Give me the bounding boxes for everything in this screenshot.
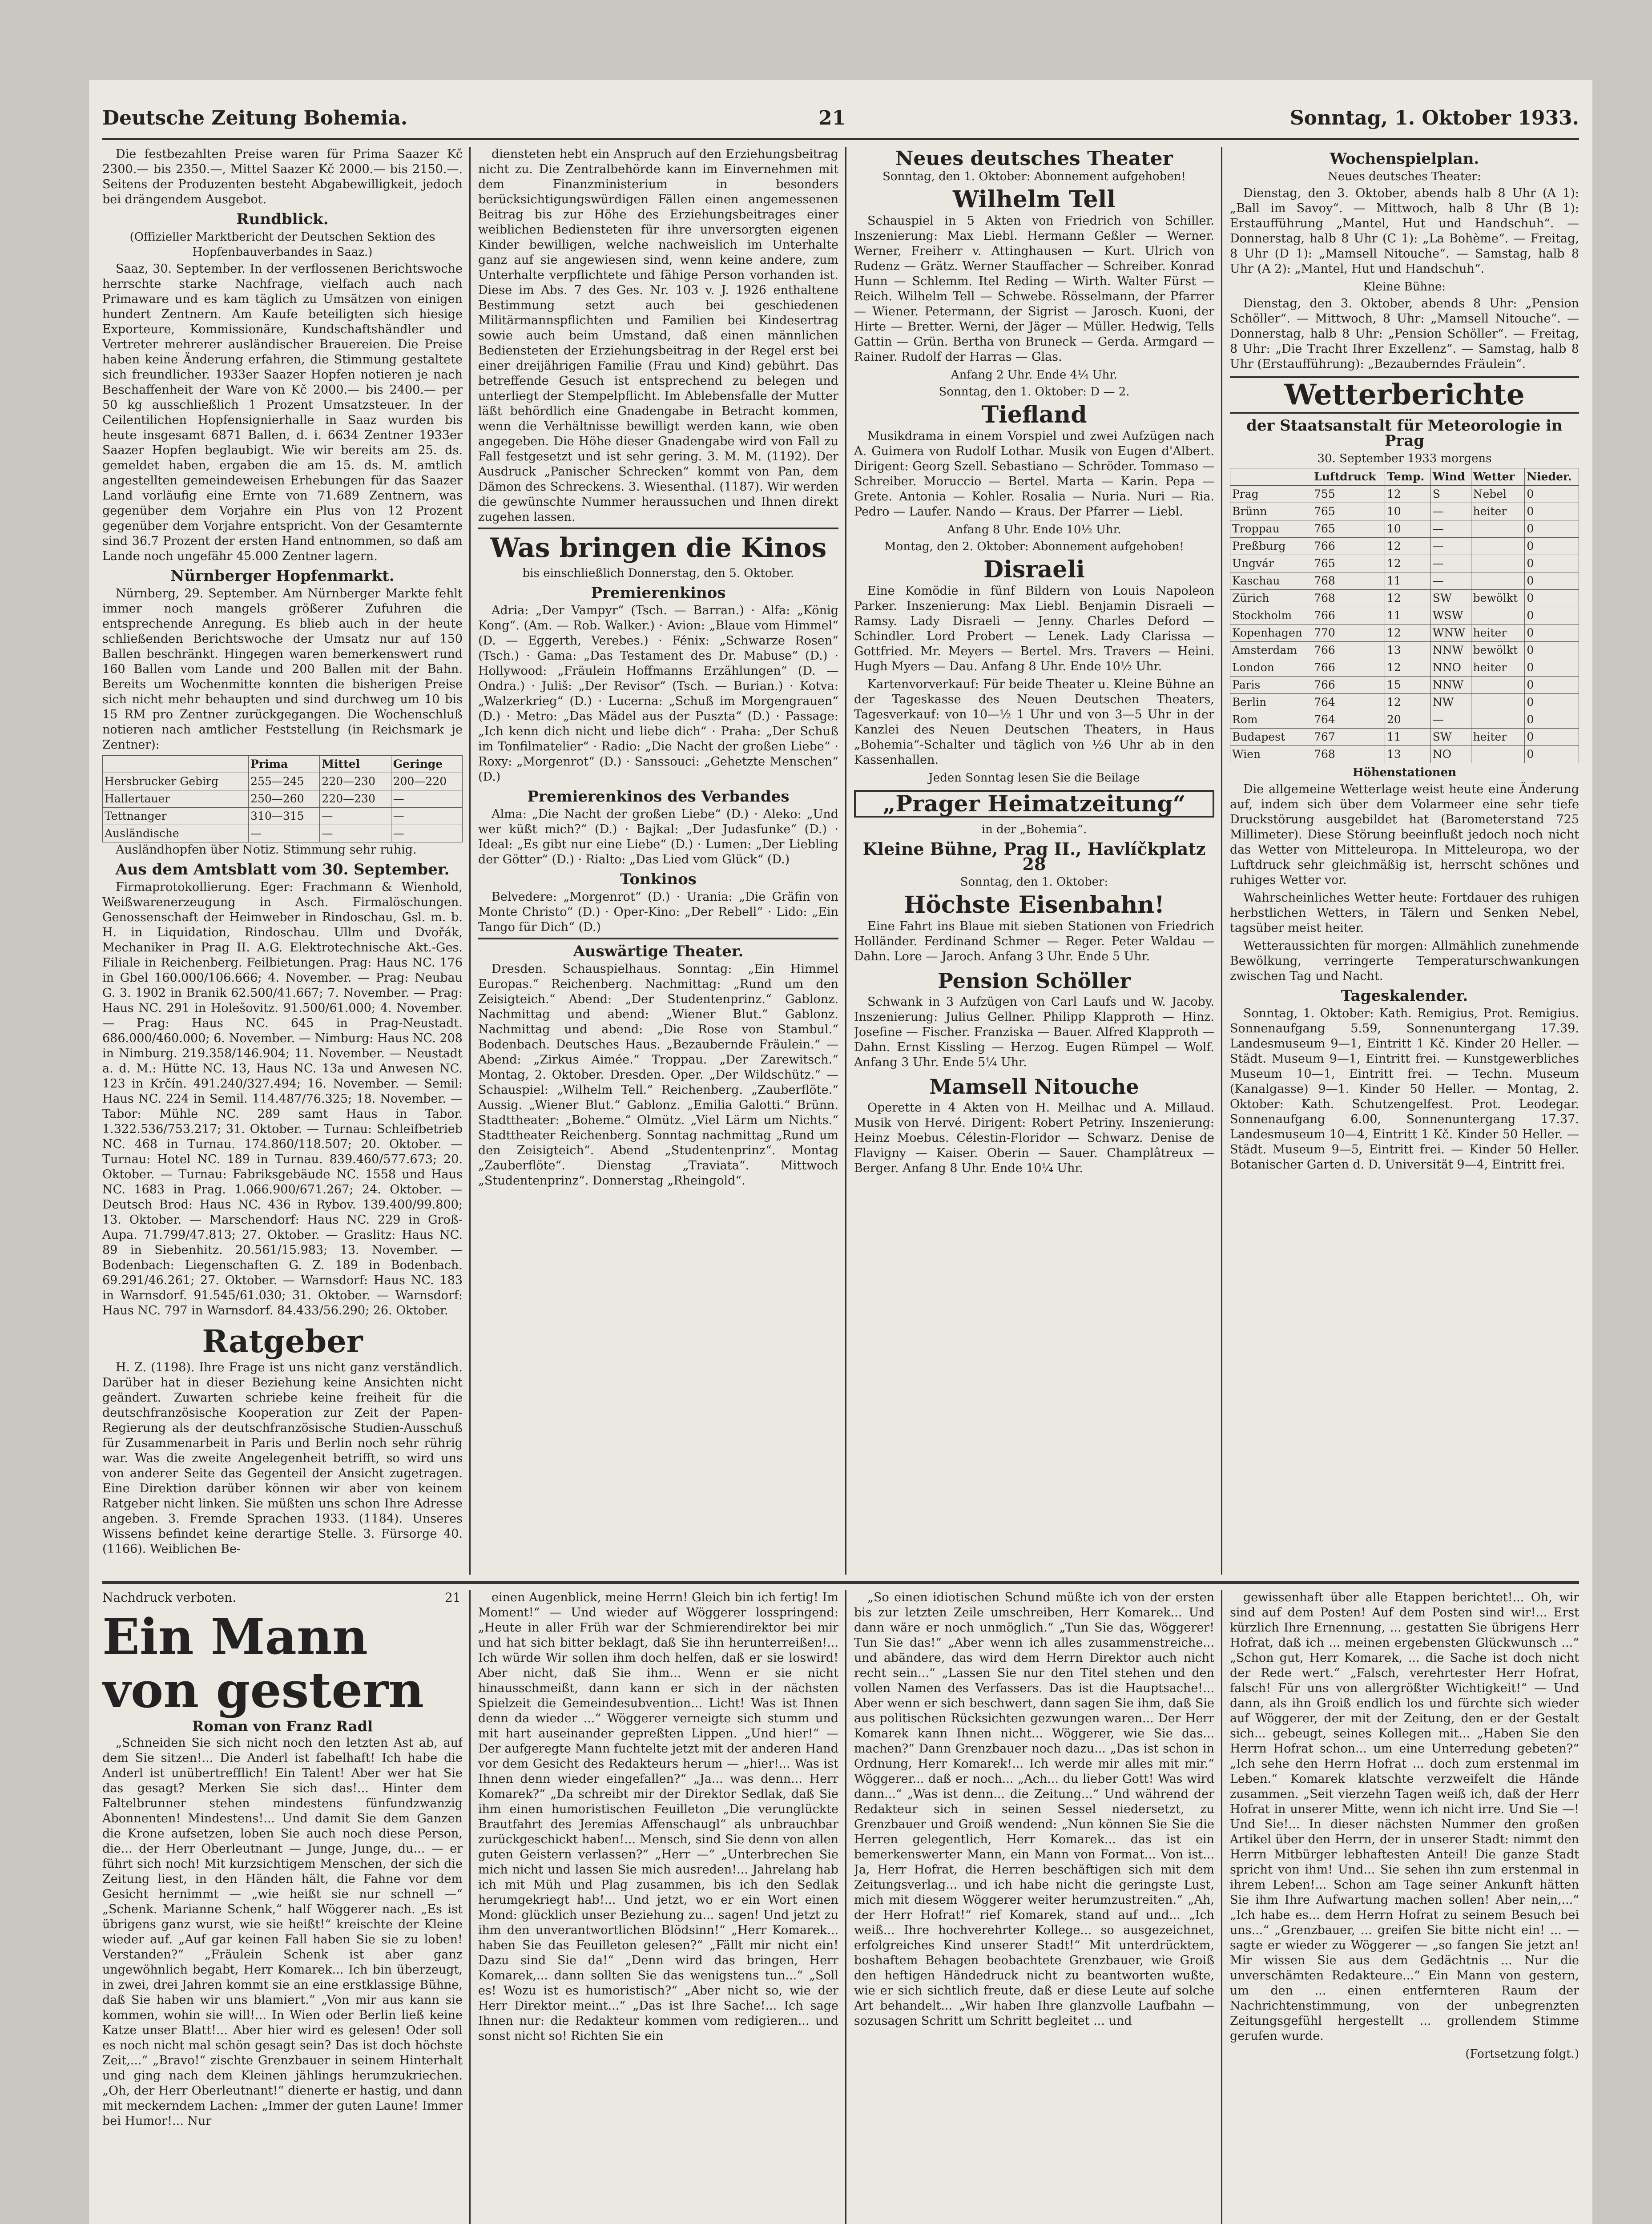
table-cell [1471,520,1525,538]
weather-title: Wetterberichte [1230,376,1579,414]
table-cell: — [320,808,391,825]
table-cell: 768 [1312,746,1385,763]
play-title: Höchste Eisenbahn! [904,891,1164,919]
table-cell: 12 [1385,486,1430,503]
play-title: Pension Schöller [938,969,1131,993]
table-cell: 0 [1525,503,1579,520]
play-title: Disraeli [983,556,1085,583]
table-cell: 310—315 [249,808,320,825]
table-cell: Kaschau [1230,572,1312,590]
table-cell [1471,694,1525,711]
table-cell: 0 [1525,555,1579,572]
section-rule [478,938,838,939]
table-cell: Zürich [1230,590,1312,607]
kino-subtitle: bis einschließlich Donnerstag, den 5. Oktober. [522,567,794,580]
section-subtitle: (Offizieller Marktbericht der Deutschen Sektion des Hopfenbauverbandes in Saaz.) [129,230,435,259]
table-cell: Berlin [1230,694,1312,711]
reprint-note: Nachdruck verboten. [102,1590,237,1605]
play-title: Wilhelm Tell [952,186,1116,213]
table-cell: — [1430,538,1471,555]
table-row [1230,572,1579,590]
table-cell: Paris [1230,677,1312,694]
kino-section: Tonkinos [620,870,697,888]
table-cell: heiter [1471,729,1525,746]
table-header [103,756,249,773]
play-title: Mamsell Nitouche [929,1075,1139,1099]
table-cell: 0 [1525,677,1579,694]
table-cell: 768 [1312,590,1385,607]
table-cell: heiter [1471,659,1525,677]
table-cell: 200—220 [391,773,462,790]
table-cell: 770 [1312,624,1385,642]
table-header: Wetter [1471,468,1525,486]
table-cell: 0 [1525,746,1579,763]
column-weather [1230,147,1579,1575]
kleine-buehne-body: Dienstag, den 3. Oktober, abends 8 Uhr: „Pension Schöller“. — Mittwoch, 8 Uhr: „Mamsell Nitouche“. — Donnerstag, halb 8 Uhr: „Pension Schöller“. — Freitag, 8 Uhr: „Die Tracht Ihrer Exzellenz“. — Samstag, halb 8 Uhr (Erstaufführung): „Bezauberndes Fräulein“. [1230,297,1579,371]
table-cell [1471,538,1525,555]
table-row [1230,677,1579,694]
table-cell: 10 [1385,520,1430,538]
table-header: Wind [1430,468,1471,486]
table-row [103,825,463,842]
table-cell: 12 [1385,555,1430,572]
novel-text: „So einen idiotischen Schund müßte ich von der ersten bis zur letzten Zeile umschreiben, Herr Komarek... Und dann wäre er noch unmöglich.“ „Tun Sie das, Wöggerer! Tun Sie das!“ „Aber wenn ich alles zusammenstreiche... und abändere, das wird dem Herrn Direktor auch nicht recht sein...“ „Lassen Sie nur den Titel stehen und den vollen Namen des Verfassers. Das ist die Hauptsache!... Aber wenn er sich beschwert, dann sagen Sie ihm, daß Sie aus politischen Rücksichten gezwungen waren... Der Herr Komarek kann Ihnen nicht... Wöggerer, wie Sie das... machen?“ Dann Grenzbauer noch dazu... „Das ist schon in Ordnung, Herr Komarek!... Ich werde mir alles mit mir.“ Wöggerer... daß er noch... „Ach... du lieber Gott! Was wird dann...“ „Was ist denn... die Zeitung...“ Und während der Redakteur sich in seinen Sessel niedersetzt, zu Grenzbauer und Groiß wendend: „Nun können Sie Sie die Herren gelegentlich, Herr Komarek... das ist ein bemerkenswerter Mann, ein Mann von Format... Von ist... Ja, Herr Hofrat, die Herren beschäftigen sich mit dem Zeitungsverlag... und ich habe nicht die geringste Lust, mich mit diesem Wöggerer weiter herumzustreiten.“ „Ah, der Herr Hofrat!“ rief Komarek, stand auf und... „Ich weiß... Ihre hochverehrter Kollege... so ausgezeichnet, erfolgreiches Kind unserer Stadt!“ Mit unterdrücktem, boshaftem Behagen beobachtete Grenzbauer, wie Groiß den heftigen Händedruck nicht zu beantworten wußte, wie er sich sichtlich freute, daß er diese Leute auf solche Art behandelt... „Wir haben Ihre glanzvolle Laufbahn — sozusagen Schritt um Schritt begleitet ... und [854,1591,1214,2028]
table-cell: 765 [1312,503,1385,520]
table-cell: Tettnanger [103,808,249,825]
table-row [1230,538,1579,555]
table-cell: WSW [1430,607,1471,624]
kino-title: Was bringen die Kinos [490,532,827,564]
table-cell: Kopenhagen [1230,624,1312,642]
kleine-buehne-title: Kleine Bühne, Prag II., Havlíčkplatz 28 [862,839,1206,874]
table-row [1230,694,1579,711]
table-cell: 767 [1312,729,1385,746]
table-cell: 11 [1385,572,1430,590]
kino-section: Premierenkinos des Verbandes [527,788,790,806]
play-cast: Schwank in 3 Aufzügen von Carl Laufs und W. Jacoby. Inszenierung: Julius Gellner. Philipp Klapproth — Hinz. Josefine — Fischer. Franziska — Bauer. Alfred Klapproth — Dahn. Ernst Kissling — Herzog. Eugen Rümpel — Wolf. Anfang 3 Uhr. Ende 5¼ Uhr. [854,995,1214,1069]
weekly-program-sub: Neues deutsches Theater: [1328,170,1481,183]
kleine-buehne-sub: Kleine Bühne: [1363,280,1446,294]
theater-date: Sonntag, den 1. Oktober: Abonnement aufgehoben! [882,170,1186,183]
table-cell: — [1430,503,1471,520]
theatre-body: Dresden. Schauspielhaus. Sonntag: „Ein Himmel Europas.“ Reichenberg. Nachmittag: „Rund um den Zeisigteich.“ Abend: „Der Studentenprinz.“ Gablonz. Nachmittag und abend: „Wiener Blut.“ Gablonz. Nachmittag und abend: „Die Rose von Stambul.“ Bodenbach. Deutsches Haus. „Bezaubernde Fräulein.“ — Abend: „Zirkus Aimée.“ Troppau. „Der Zarewitsch.“ Montag, 2. Oktober. Dresden. Oper. „Der Wildschütz.“ — Schauspiel: „Wilhelm Tell.“ Reichenberg. „Zauberflöte.“ Aussig. „Wiener Blut.“ Gablonz. „Emilia Galotti.“ Brünn. Stadttheater: „Boheme.“ Olmütz. „Viel Lärm um Nichts.“ Stadttheater Reichenberg. Sonntag nachmittag „Rund um den Zeisigteich“. Abend „Studentenprinz“. Montag „Zauberflöte“. Dienstag „Traviata“. Mittwoch „Studentenprinz“. Donnerstag „Rheingold“. [478,962,838,1188]
novel-author: Roman von Franz Radl [192,1718,373,1735]
table-cell [1471,746,1525,763]
table-cell: SW [1430,729,1471,746]
hop-price-table [102,755,463,842]
feuilleton-column-4 [1230,1590,1579,2224]
table-row [1230,590,1579,607]
ratgeber-title: Ratgeber [202,1323,363,1360]
page-number: 21 [818,107,846,129]
table-cell: 766 [1312,642,1385,659]
table-cell: NW [1430,694,1471,711]
table-cell: Budapest [1230,729,1312,746]
table-row [1230,624,1579,642]
continuation-note: (Fortsetzung folgt.) [1465,2047,1579,2061]
table-cell: London [1230,659,1312,677]
table-cell: — [320,825,391,842]
table-cell: 12 [1385,694,1430,711]
section-title: Nürnberger Hopfenmarkt. [170,567,395,585]
table-cell: Prag [1230,486,1312,503]
table-row [103,790,463,808]
table-cell: 0 [1525,520,1579,538]
table-cell: Preßburg [1230,538,1312,555]
section-body: Firmaprotokollierung. Eger: Frachmann & Wienhold, Weißwarenerzeugung in Asch. Firmalöschungen. Genossenschaft der Heimweber in Rindoschau, Gsl. m. b. H. in Liquidation, Rindoschau. Ullm und Dvořák, Mechaniker in Prag II. A.G. Elektrotechnische Akt.-Ges. Filiale in Reichenberg. Feilbietungen. Prag: Haus NC. 176 in Gbel 160.000/106.666; 4. November. — Prag: Neubau G. 3. 1902 in Branik 62.500/41.667; 7. November. — Prag: Haus NC. 291 in Holešovitz. 91.500/61.000; 4. November. — Prag: Haus NC. 645 in Prag-Neustadt. 686.000/460.000; 6. November. — Nimburg: Haus NC. 208 in Nimburg. 219.358/146.904; 11. November. — Neustadt a. d. M.: Hütte NC. 13, Haus NC. 13a und Anwesen NC. 123 in Krčín. 491.240/327.494; 16. November. — Semil: Haus NC. 224 in Semil. 114.487/76.325; 18. November. — Tabor: Mühle NC. 289 samt Haus in Tabor. 1.322.536/753.217; 31. Oktober. — Turnau: Schleifbetrieb NC. 468 in Turnau. 174.860/118.507; 20. Oktober. — Turnau: Hotel NC. 189 in Turnau. 839.460/577.673; 20. Oktober. — Turnau: Fabriksgebäude NC. 1558 und Haus NC. 1683 in Prag. 1.066.900/671.267; 24. Oktober. — Deutsch Brod: Haus NC. 436 in Rybov. 139.400/99.800; 13. Oktober. — Marschendorf: Haus NC. 229 in Groß-Aupa. 71.799/47.813; 27. Oktober. — Graslitz: Haus NC. 89 in Siebenhitz. 20.561/15.983; 13. November. — Bodenbach: Liegenschaften G. Z. 189 in Bodenbach. 69.291/46.261; 27. Oktober. — Warnsdorf: Haus NC. 183 in Warnsdorf. 91.545/61.030; 31. Oktober. — Warnsdorf: Haus NC. 797 in Warnsdorf. 84.433/56.290; 26. Oktober. [102,880,463,1317]
table-cell: 11 [1385,729,1430,746]
table-cell: 768 [1312,572,1385,590]
table-cell: Stockholm [1230,607,1312,624]
table-cell: 220—230 [320,773,391,790]
section-title: Aus dem Amtsblatt vom 30. September. [115,861,450,878]
column-kino [478,147,838,1575]
table-cell: Troppau [1230,520,1312,538]
column-rule [1221,1590,1222,2224]
supplement-intro: Jeden Sonntag lesen Sie die Beilage [928,771,1140,785]
table-cell: heiter [1471,503,1525,520]
kleine-buehne-date: Sonntag, den 1. Oktober: [960,875,1108,889]
table-cell [1471,555,1525,572]
table-cell: 255—245 [249,773,320,790]
theatre-title: Auswärtige Theater. [573,943,744,960]
ratgeber-body: H. Z. (1198). Ihre Frage ist uns nicht ganz verständlich. Darüber hat in dieser Beziehung keine Ansichten nicht geändert. Zuwarten schriebe keine freiheit für die deutschfranzösische Kooperation zur Zeit der Papen-Regierung als der deutschfranzösische Studien-Ausschuß für Zusammenarbeit in Paris und Berlin noch sehr rührig war. Was die zweite Angelegenheit betrifft, so wird uns von anderer Seite das Gegenteil der Ansicht zugetragen. Eine Direktion darüber können wir aber von keinem Ratgeber nicht linken. Sie müßten uns schon Ihre Adresse angeben. 3. Fremde Sprachen 1933. (1184). Unseres Wissens befindet keine derartige Stelle. 3. Fürsorge 40. (1166). Weiblichen Be- [102,1361,463,1556]
table-cell: Brünn [1230,503,1312,520]
novel-text: gewissenhaft über alle Etappen berichtet!... Oh, wir sind auf dem Posten! Auf dem Posten sind wir!... Erst kürzlich Ihre Ernennung, ... gestatten Sie übrigens Herr Hofrat, daß ich ... meinen ergebensten Glückwunsch ...“ „Schon gut, Herr Komarek, ... die Sache ist doch nicht der Rede wert.“ „Falsch, verehrtester Herr Hofrat, falsch! Für uns von allergrößter Wichtigkeit!“ — Und dann, als ihn Groiß endlich los und fürchte sich wieder auf Wöggerer, der mit der Zeitung, den er der Gestalt sich... gebeugt, seines Kollegen mit... „Haben Sie den Herrn Hofrat schon... um eine Unterredung gebeten?“ „Ich sehe den Herrn Hofrat ... doch zum erstenmal im Leben.“ Komarek klatschte verzweifelt die Hände zusammen. „Seit vierzehn Tagen weiß ich, daß der Herr Hofrat in unserer Mitte, wenn ich nicht irre. Und Sie —! Und Sie!... In dieser nächsten Nummer den großen Artikel über den Herrn, der in unserer Stadt: nimmt den Herrn Mitbürger lebhaftesten Anteil! Die ganze Stadt spricht von ihm! Und... Sie sehen ihn zum erstenmal in ihrem Leben!... Schon am Tage seiner Ankunft hätten Sie ihm Ihre Aufwartung machen sollen! Aber nein,...“ „Ich habe es... dem Herrn Hofrat zu seinem Besuch bei uns...“ „Grenzbauer, ... greifen Sie bitte nicht ein! ... — sagte er wieder zu Wöggerer — „so fangen Sie jetzt an! Mir wissen Sie aus dem Gedächtnis ... Nur die unverschämten Redakteure...“ Ein Mann von gestern, um den ... einen entfernteren Raum der Nachrichtenstimmung, von der unbegrenzten Zeitungsgefühl hergestellt ... grollendem Stimme gerufen wurde. [1230,1591,1579,2043]
table-cell: SW [1430,590,1471,607]
section-title: Rundblick. [236,210,329,228]
table-cell: Ausländische [103,825,249,842]
table-row [1230,520,1579,538]
novel-text: „Schneiden Sie sich nicht noch den letzten Ast ab, auf dem Sie sitzen!... Die Anderl ist fabelhaft! Ich habe die Anderl ist unübertrefflich! Ein Talent! Aber wer hat Sie das gesagt? Merken Sie sich das!... Hinter dem Faltelbrunner stehen mindestens fünfundzwanzig Abonnenten! Mindestens!... Und damit Sie dem Ganzen die Krone aufsetzen, loben Sie auch noch diese Person, die... der Herr Oberleutnant — Junge, Junge, du... — er führt sich noch! Mit kurzsichtigem Menschen, der sich die Zeitung liest, in den Händen hält, die Fahne vor dem Gesicht hernimmt — „wie heißt sie nur schnell —“ „Schenk. Marianne Schenk,“ half Wöggerer nach. „Es ist übrigens ganz wurst, wie sie heißt!“ kreischte der Kleine wieder auf. „Auf gar keinen Fall haben Sie sie zu loben! Verstanden?“ „Fräulein Schenk ist aber ganz ungewöhnlich begabt, Herr Komarek... Ich bin überzeugt, in zwei, drei Jahren kommt sie an eine erstklassige Bühne, daß Sie haben wir uns blamiert.“ „Von mir aus kann sie kommen, wohin sie will!... In Wien oder Berlin ließ keine Katze unser Blatt!... Aber hier wird es gelesen! Oder soll es noch nicht mal schön gesagt sein? Das ist doch höchste Zeit,...“ „Bravo!“ zischte Grenzbauer in seinem Hinterhalt und ging nach dem Kleinen jählings herumzukriechen. „Oh, der Herr Oberleutnant!“ dienerte er hastig, und dann mit meckerndem Lachen: „Immer der guten Laune! Immer bei Humor!... Nur [102,1736,463,2128]
feuilleton-rule [102,1581,1579,1584]
table-row [103,808,463,825]
play-cast: Musikdrama in einem Vorspiel und zwei Aufzügen nach A. Guimera von Rudolf Lothar. Musik von Eugen d'Albert. Dirigent: Georg Szell. Sebastiano — Schröder. Tommaso — Schreiber. Moruccio — Bertel. Marta — Karin. Pepa — Grete. Antonia — Kohler. Rosalia — Nuria. Nuri — Ria. Pedro — Laufer. Nando — Kraus. Der Pfarrer — Liebl. [854,429,1214,519]
table-cell: 13 [1385,746,1430,763]
table-row [1230,746,1579,763]
column-theater [854,147,1214,1575]
play-time: Anfang 8 Uhr. Ende 10½ Uhr. [947,523,1121,536]
column-rule [845,147,846,1575]
table-header: Geringe [391,756,462,773]
table-cell [1471,677,1525,694]
altitude-stations-title: Höhenstationen [1352,766,1457,779]
table-cell: Amsterdam [1230,642,1312,659]
play-date: Montag, den 2. Oktober: Abonnement aufgehoben! [884,540,1184,553]
table-cell: WNW [1430,624,1471,642]
table-cell: — [1430,555,1471,572]
table-cell: — [1430,572,1471,590]
play-cast: Schauspiel in 5 Akten von Friedrich von Schiller. Inszenierung: Max Liebl. Hermann Geßler — Werner. Werner, Freiherr v. Attinghausen — Kurt. Ulrich von Rudenz — Grätz. Werner Stauffacher — Schreiber. Konrad Hunn — Schlemm. Itel Reding — Wirth. Walter Fürst — Reich. Wilhelm Tell — Schwebe. Rösselmann, der Pfarrer — Wiener. Petermann, der Sigrist — Jarosch. Kuoni, der Hirte — Bretter. Werni, der Jäger — Müller. Hedwig, Tells Gattin — Grün. Bertha von Bruneck — Gerda. Armgard — Rainer. Rudolf der Harras — Glas. [854,214,1214,364]
table-cell: 0 [1525,659,1579,677]
table-cell: 0 [1525,694,1579,711]
kino-list: Belvedere: „Morgenrot“ (D.) · Urania: „Die Gräfin von Monte Christo“ (D.) · Oper-Kino: „Der Rebell“ · Lido: „Ein Tango für Dich“ (D.) [478,890,838,934]
table-cell: Rom [1230,711,1312,729]
table-cell: 0 [1525,572,1579,590]
weather-text: Die allgemeine Wetterlage weist heute eine Änderung auf, indem sich über dem Volarmeer eine sehr tiefe Druckstörung ausgebildet hat (Barometerstand 725 Millimeter). Diese Störung beeinflußt jedoch noch nicht das Wetter von Mitteleuropa. In Mitteleuropa, wo der Luftdruck sehr gleichmäßig ist, herrscht schönes und ruhiges Wetter vor. [1230,782,1579,887]
newspaper-page [89,80,1592,2224]
feuilleton-number: 21 [445,1590,461,1605]
weather-forecast: Wahrscheinliches Wetter heute: Fortdauer des ruhigen herbstlichen Wetters, in Tälern und Senken Nebel, tagsüber meist heiter. [1230,891,1579,935]
play-cast: Eine Komödie in fünf Bildern von Louis Napoleon Parker. Inszenierung: Max Liebl. Benjamin Disraeli — Ramsy. Lady Disraeli — Jenny. Charles Deford — Schindler. Lord Probert — Lenek. Lady Clarissa — Gottfried. Mr. Meyers — Bertel. Mrs. Travers — Heini. Hugh Myers — Dau. Anfang 8 Uhr. Ende 10½ Uhr. [854,584,1214,673]
table-cell: bewölkt [1471,590,1525,607]
play-cast: Operette in 4 Akten von H. Meilhac und A. Millaud. Musik von Hervé. Dirigent: Robert Petriny. Inszenierung: Heinz Moebus. Célestin-Floridor — Schwarz. Denise de Flavigny — Kaiser. Oberin — Sauer. Champlâtreux — Berger. Anfang 8 Uhr. Ende 10¼ Uhr. [854,1101,1214,1175]
table-cell: — [1430,711,1471,729]
play-time: Anfang 2 Uhr. Ende 4¼ Uhr. [951,368,1118,382]
weather-outlook: Wetteraussichten für morgen: Allmählich zunehmende Bewölkung, verringerte Temperaturschwankungen zwischen Tag und Nacht. [1230,939,1579,983]
table-header [1230,468,1312,486]
table-row [1230,659,1579,677]
table-cell: 755 [1312,486,1385,503]
table-cell: 765 [1312,520,1385,538]
table-cell: 766 [1312,659,1385,677]
table-header: Prima [249,756,320,773]
table-cell: 0 [1525,711,1579,729]
table-cell: NNW [1430,642,1471,659]
table-cell: 11 [1385,607,1430,624]
table-row [1230,486,1579,503]
table-row [1230,729,1579,746]
calendar-title: Tageskalender. [1341,987,1468,1005]
weather-date: 30. September 1933 morgens [1317,452,1492,465]
table-header: Nieder. [1525,468,1579,486]
kino-section: Premierenkinos [591,584,726,602]
table-cell: Hersbrucker Gebirg [103,773,249,790]
page-header [102,107,1579,133]
table-row [103,773,463,790]
table-cell: Wien [1230,746,1312,763]
feuilleton-column-3 [854,1590,1214,2224]
table-cell: 0 [1525,729,1579,746]
table-cell: 0 [1525,642,1579,659]
table-cell: 12 [1385,659,1430,677]
play-cast: Eine Fahrt ins Blaue mit sieben Stationen von Friedrich Holländer. Ferdinand Schmer — Reger. Peter Waldau — Dahn. Lore — Jaroch. Anfang 3 Uhr. Ende 5 Uhr. [854,919,1214,963]
novel-title: Ein Mann von gestern [102,1610,424,1719]
play-title: Tiefland [981,401,1087,428]
table-row [1230,642,1579,659]
header-rule [102,138,1579,140]
table-cell: Ungvár [1230,555,1312,572]
column-rule [469,147,471,1575]
novel-text: einen Augenblick, meine Herrn! Gleich bin ich fertig! Im Moment!“ — Und wieder auf Wöggerer losspringend: „Heute in aller Früh war der Schmierendirektor bei mir und hat sich bitter beklagt, daß Sie ihn herunterreißen!... Ich würde Wir sollen ihm doch helfen, daß er sie loswird! Aber nicht, daß Sie ihm... Wenn er sie nicht hinausschmeißt, dann kann er sich in der nächsten Spielzeit die Gemeindesubvention... Licht! Was ist Ihnen denn da wieder ...“ Wöggerer verneigte sich stumm und mit hart auseinander gepreßten Lippen. „Und hier!“ — Der aufgeregte Mann fuchtelte jetzt mit der anderen Hand vor dem Gesicht des Redakteurs herum — „hier!... Was ist Ihnen denn wieder eingefallen?“ „Ja... was denn... Herr Komarek?“ „Da schreibt mir der Direktor Sedlak, daß Sie ihm einen humoristischen Feuilleton „Die verunglückte Brautfahrt des Jeremias Affenschaugl“ als unbrauchbar zurückgeschickt haben!... Mensch, sind Sie denn von allen guten Geistern verlassen?“ „Herr —“ „Unterbrechen Sie mich nicht und lassen Sie mich ausreden!... Jahrelang hab ich mit Müh und Plag zusammen, bis ich den Sedlak herumgekriegt hab!... Und jetzt, wo er ein Wort einen Mond: glücklich unser Beziehung zu... sagen! Und jetzt zu ihm den unverantwortlichen Blödsinn!“ „Herr Komarek... haben Sie das Feuilleton gelesen?“ „Fällt mir nicht ein! Dazu sind Sie da!“ „Denn wird das bringen, Herr Komarek,... dann sollten Sie das wenigstens tun...“ „Soll es! Wozu ist es humoristisch?“ „Aber nicht so, wie der Herr Direktor meint...“ „Das ist Ihre Sache!... Ich sage Ihnen nur: die Redakteur kommen vom redigieren... und sonst nicht so! Richten Sie ein [478,1591,838,2043]
weather-table [1230,468,1579,763]
kino-list: Alma: „Die Nacht der großen Liebe“ (D.) · Aleko: „Und wer küßt mich?“ (D.) · Bajkal: „Der Judasfunke“ (D.) · Ideal: „Es gibt nur eine Liebe“ (D.) · Lumen: „Der Liebling der Götter“ (D.) · Rialto: „Das Lied vom Glück“ (D.) [478,807,838,866]
table-cell: 764 [1312,694,1385,711]
table-row [1230,555,1579,572]
table-cell [1471,607,1525,624]
column-rule [845,1590,846,2224]
column-rule [469,1590,471,2224]
table-cell: — [249,825,320,842]
table-header: Temp. [1385,468,1430,486]
table-cell [1471,711,1525,729]
table-cell: Nebel [1471,486,1525,503]
table-cell: 15 [1385,677,1430,694]
table-cell: 20 [1385,711,1430,729]
table-cell: NNO [1430,659,1471,677]
calendar-body: Sonntag, 1. Oktober: Kath. Remigius, Prot. Remigius. Sonnenaufgang 5.59, Sonnenuntergang 17.39. Landesmuseum 9—1, Eintritt 1 Kč. Kinder 20 Heller. — Städt. Museum 9—1, Eintritt frei. — Kunstgewerbliches Museum 10—1, Eintritt frei. — Techn. Museum (Kanalgasse) 9—1. Kinder 50 Heller. — Montag, 2. Oktober: Kath. Schutzengelfest. Prot. Leodegar. Sonnenaufgang 6.00, Sonnenuntergang 17.37. Landesmuseum 10—4, Eintritt 1 Kč. Kinder 50 Heller. — Städt. Museum 9—5, Eintritt frei. — Kinder 50 Heller. Botanischer Garten d. D. Universität 9—4, Eintritt frei. [1230,1007,1579,1172]
table-cell: 0 [1525,538,1579,555]
supplement-title: „Prager Heimatzeitung“ [854,790,1214,818]
table-cell: 220—230 [320,790,391,808]
table-row [1230,711,1579,729]
table-note: Ausländhopfen über Notiz. Stimmung sehr ruhig. [116,843,417,857]
table-cell: 0 [1525,590,1579,607]
table-cell: NO [1430,746,1471,763]
table-cell: 0 [1525,607,1579,624]
feuilleton-column-1 [102,1610,463,2224]
table-cell: 0 [1525,624,1579,642]
table-cell: 13 [1385,642,1430,659]
column-market [102,147,463,1575]
kino-list: Adria: „Der Vampyr“ (Tsch. — Barran.) · Alfa: „König Kong“. (Am. — Rob. Walker.) · Avion: „Blaue vom Himmel“ (D. — Eggerth, Verebes.) · Fénix: „Schwarze Rosen“ (Tsch.) · Gama: „Das Testament des Dr. Mabuse“ (D.) · Hollywood: „Fräulein Hoffmanns Erzählungen“ (D. — Ondra.) · Juliš: „Der Revisor“ (Tsch. — Burian.) · Kotva: „Walzerkrieg“ (D.) · Lucerna: „Schuß im Morgengrauen“ (D.) · Metro: „Das Mädel aus der Puszta“ (D.) · Passage: „Ich kenn dich nicht und liebe dich“ · Praha: „Der Schuß im Tonfilmatelier“ · Radio: „Die Nacht der großen Liebe“ · Roxy: „Morgenrot“ (D.) · Sanssouci: „Gehetzte Menschen“ (D.) [478,604,838,784]
table-cell: — [391,825,462,842]
table-cell: 765 [1312,555,1385,572]
market-intro: Die festbezahlten Preise waren für Prima Saazer Kč 2300.— bis 2350.—, Mittel Saazer Kč 2000.— bis 2150.—. Seitens der Produzenten besteht Abgabewilligkeit, jedoch bei drängendem Ausgebot. [102,147,463,206]
table-cell: 12 [1385,590,1430,607]
play-date: Sonntag, den 1. Oktober: D — 2. [939,385,1130,399]
weather-subtitle: der Staatsanstalt für Meteorologie in Prag [1246,417,1563,450]
table-cell: 764 [1312,711,1385,729]
table-cell: 12 [1385,624,1430,642]
table-cell: 0 [1525,486,1579,503]
table-cell: — [1430,520,1471,538]
section-rule [478,528,838,529]
table-row [1230,607,1579,624]
table-cell: 766 [1312,607,1385,624]
ticket-info: Kartenvorverkauf: Für beide Theater u. Kleine Bühne an der Tageskasse des Neuen Deutschen Theaters, Tagesverkauf: von 10—½ 1 Uhr und von 3—5 Uhr in der Kanzlei des Neuen Deutschen Theaters, in Haus „Bohemia“-Schalter und täglich von ½6 Uhr ab in den Kassenhallen. [854,677,1214,767]
weekly-program-body: Dienstag, den 3. Oktober, abends halb 8 Uhr (A 1): „Ball im Savoy“. — Mittwoch, halb 8 Uhr (B 1): Erstaufführung „Mantel, Hut und Handschuh“. — Donnerstag, halb 8 Uhr (C 1): „La Bohème“. — Freitag, 8 Uhr (D 1): „Mamsell Nitouche“. — Samstag, halb 8 Uhr (A 2): „Mantel, Hut und Handschuh“. [1230,186,1579,276]
feuilleton-column-2 [478,1590,838,2224]
column-rule [1221,147,1222,1575]
table-cell: 766 [1312,677,1385,694]
table-cell: — [391,790,462,808]
table-row [1230,503,1579,520]
weekly-program-title: Wochenspielplan. [1330,150,1479,168]
table-cell: 766 [1312,538,1385,555]
table-cell: bewölkt [1471,642,1525,659]
table-header: Luftdruck [1312,468,1385,486]
table-cell: heiter [1471,624,1525,642]
section-body: Nürnberg, 29. September. Am Nürnberger Markte fehlt immer noch mangels größerer Zufuhren die entsprechende Anregung. Es blieb auch in der heute schließenden Berichtswoche der Umsatz nur auf 150 Ballen beschränkt. Hingegen waren bemerkenswert rund 160 Ballen vom Lande und 200 Ballen mit der Bahn. Bereits um Wochenmitte konnten die bisherigen Preise sich nicht mehr behaupten und sind durchweg um 10 bis 15 RM pro Zentner zurückgegangen. Die Wochenschluß notieren nach amtlicher Feststellung (in Reichsmark je Zentner): [102,587,463,752]
masthead-title: Deutsche Zeitung Bohemia. [102,107,408,129]
table-cell: 10 [1385,503,1430,520]
issue-date: Sonntag, 1. Oktober 1933. [1289,107,1579,129]
section-body: Saaz, 30. September. In der verflossenen Berichtswoche herrschte starke Nachfrage, vielfach auch nach Primaware und es kam täglich zu Umsätzen von einigen hundert Zentnern. Am Kaufe beteiligten sich hiesige Exporteure, Kommissionäre, Kundschaftshändler und Vertreter mehrerer ausländischer Brauereien. Die Preise haben keine Änderung erfahren, die Stimmung gestaltete sich freundlicher. 1933er Saazer Hopfen notieren je nach Beschaffenheit der Ware von Kč 2000.— bis 2400.— per 50 kg ausschließlich 1 Prozent Umsatzsteuer. In der Ceilentilichen Hopfensignierhalle in Saaz wurden bis heute insgesamt 6871 Ballen, d. i. 6634 Zentner 1933er Saazer Hopfen beglaubigt. Wie wir bereits am 25. ds. gemeldet haben, ergaben die am 15. ds. M. amtlich angestellten gemeindeweisen Erhebungen für das Saazer Land vorläufig eine Ernte von 71.689 Zentnern, was gegenüber dem Vorjahre ein Plus von 12 Prozent gegenüber dem Vorjahre entspricht. Von der Gesamternte sind 36.7 Prozent der ersten Hand entnommen, so daß am Lande noch ungefähr 45.000 Zentner lagern. [102,262,463,563]
table-cell: 250—260 [249,790,320,808]
table-cell: 12 [1385,538,1430,555]
table-header: Mittel [320,756,391,773]
theater-title: Neues deutsches Theater [895,147,1173,170]
supplement-after: in der „Bohemia“. [981,823,1087,836]
table-cell: Hallertauer [103,790,249,808]
table-cell: S [1430,486,1471,503]
table-cell: — [391,808,462,825]
ratgeber-continued: diensteten hebt ein Anspruch auf den Erziehungsbeitrag nicht zu. Die Zentralbehörde kann im Einvernehmen mit dem Finanzministerium in besonders berücksichtigungswürdigen Fällen einen angemessenen Beitrag bis zur Höhe des Erziehungsbeitrages einer weiblichen Bediensteten für ihre unversorgten eigenen Kinder bewilligen, welche nachweislich im Unterhalte ganz auf sie angewiesen sind, wenn keine andere, zum Unterhalte verpflichtete und fähige Person vorhanden ist. Diese im Abs. 7 des Ges. Nr. 103 v. J. 1926 enthaltene Bestimmung setzt auch bei geschiedenen Militärmannspflichten und Familien bei Kindesertrag sowie auch beim Umstand, daß einen männlichen Bediensteten der Erziehungsbeitrag in der Regel erst bei einer dreijährigen Familie (Frau und Kind) gebührt. Das betreffende Gesuch ist entsprechend zu belegen und unterliegt der Stempelpflicht. Im Ablebensfalle der Mutter läßt behördlich eine Gnadengabe in Betracht kommen, wenn die Verhältnisse bewilligt werden kann, wie oben angegeben. Die Höhe dieser Gnadengabe wird von Fall zu Fall festgesetzt und ist sehr gering. 3. M. M. (1192). Der Ausdruck „Panischer Schrecken“ kommt von Pan, dem Dämon des Schreckens. 3. Wiesenthal. (1187). Wir werden die gewünschte Nummer heraussuchen und Ihnen direkt zugehen lassen. [478,147,838,524]
table-cell: NNW [1430,677,1471,694]
table-cell [1471,572,1525,590]
